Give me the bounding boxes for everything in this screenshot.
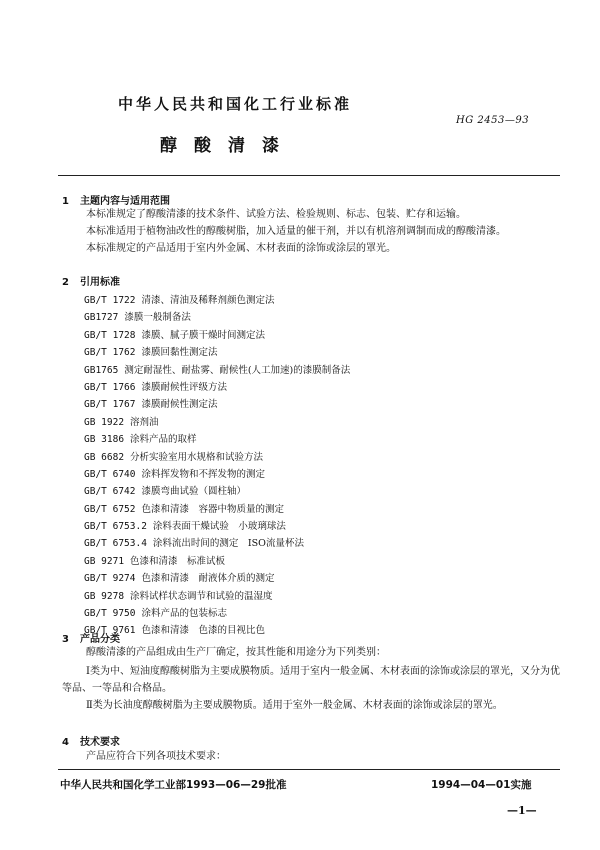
- reference-item: GB/T 6740 涂料挥发物和不挥发物的测定: [84, 468, 265, 480]
- section-title: 主题内容与适用范围: [80, 196, 170, 207]
- section-3-para-2: Ⅰ类为中、短油度醇酸树脂为主要成膜物质。适用于室内一般金属、木材表面的涂饰或涂层的罩光，又分为优等品、一等品和合格品。: [62, 666, 560, 694]
- section-4-para-1: 产品应符合下列各项技术要求：: [86, 751, 226, 762]
- reference-item: GB/T 1722 清漆、清油及稀释剂颜色测定法: [84, 295, 275, 306]
- reference-item: GB/T 6742 漆膜弯曲试验（圆柱轴）: [84, 486, 246, 498]
- reference-item: GB/T 9274 色漆和清漆 耐液体介质的测定: [84, 573, 275, 585]
- section-1-para-3: 本标准规定的产品适用于室内外金属、木材表面的涂饰或涂层的罩光。: [86, 243, 396, 254]
- standard-code: HG 2453—93: [456, 115, 530, 126]
- reference-item: GB/T 1766 漆膜耐候性评级方法: [84, 381, 227, 393]
- section-title: 技术要求: [80, 737, 120, 748]
- section-title: 引用标准: [80, 277, 120, 288]
- section-title: 产品分类: [80, 634, 120, 645]
- section-3-para-3: Ⅱ类为长油度醇酸树脂为主要成膜物质。适用于室外一般金属、木材表面的涂饰或涂层的罩光。: [86, 700, 503, 711]
- section-1-heading: 1 主题内容与适用范围: [62, 196, 170, 207]
- reference-item: GB/T 6753.4 涂料流出时间的测定 ISO流量杯法: [84, 538, 304, 550]
- section-1-para-1: 本标准规定了醇酸清漆的技术条件、试验方法、检验规则、标志、包装、贮存和运输。: [86, 209, 466, 220]
- section-4-heading: 4 技术要求: [62, 737, 120, 748]
- section-3-heading: 3 产品分类: [62, 634, 120, 645]
- reference-item: GB1765 测定耐湿性、耐盐雾、耐候性(人工加速)的漆膜制备法: [84, 364, 351, 376]
- reference-item: GB/T 6752 色漆和清漆 容器中物质量的测定: [84, 503, 284, 515]
- reference-item: GB/T 1728 漆膜、腻子膜干燥时间测定法: [84, 329, 265, 341]
- reference-item: GB/T 9761 色漆和清漆 色漆的目视比色: [84, 625, 265, 637]
- reference-item: GB 6682 分析实验室用水规格和试验方法: [84, 451, 264, 463]
- document-title: 醇酸清漆: [160, 136, 296, 156]
- reference-item: GB/T 6753.2 涂料表面干燥试验 小玻璃球法: [84, 521, 286, 533]
- page-number: —1—: [507, 804, 537, 817]
- footer-rule: [58, 769, 560, 770]
- reference-item: GB/T 9750 涂料产品的包装标志: [84, 608, 227, 620]
- reference-item: GB1727 漆膜一般制备法: [84, 312, 191, 324]
- section-1-para-2: 本标准适用于植物油改性的醇酸树脂，加入适量的催干剂，并以有机溶剂调制而成的醇酸清漆。: [86, 226, 506, 237]
- section-2-heading: 2 引用标准: [62, 277, 120, 288]
- reference-item: GB/T 1762 漆膜回黏性测定法: [84, 347, 218, 359]
- effective-date: 1994—04—01实施: [431, 779, 532, 791]
- reference-list: [84, 292, 350, 640]
- reference-item: GB 9278 涂料试样状态调节和试验的温湿度: [84, 590, 273, 602]
- reference-item: GB 3186 涂料产品的取样: [84, 434, 197, 446]
- section-3-para-1: 醇酸清漆的产品组成由生产厂确定，按其性能和用途分为下列类别：: [86, 647, 386, 658]
- reference-item: GB 1922 溶剂油: [84, 416, 159, 428]
- approval-date: 中华人民共和国化学工业部1993—06—29批准: [60, 779, 287, 791]
- reference-item: GB 9271 色漆和清漆 标准试板: [84, 555, 226, 567]
- standard-title: 中华人民共和国化工行业标准: [118, 95, 353, 113]
- header-rule: [58, 175, 560, 176]
- reference-item: GB/T 1767 漆膜耐候性测定法: [84, 399, 218, 411]
